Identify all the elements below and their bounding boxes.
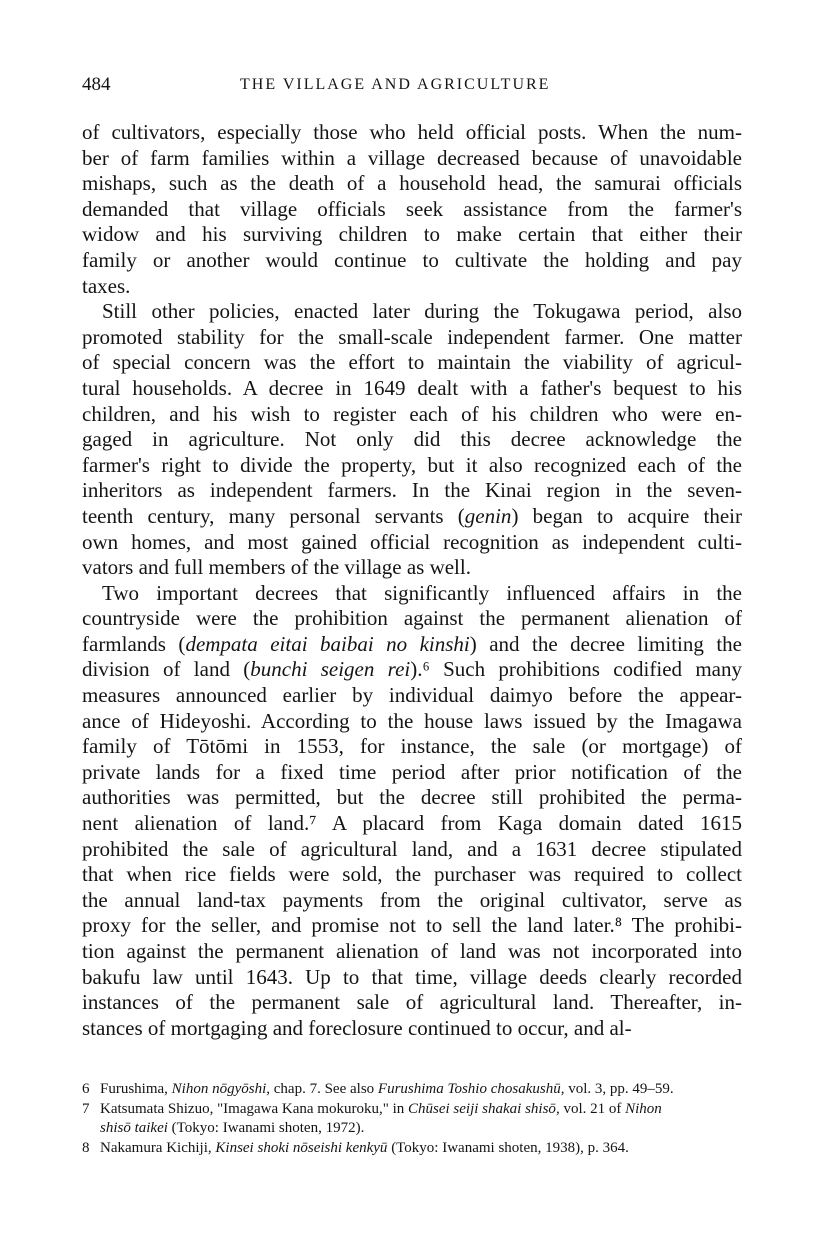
footnote: 6 Furushima, Nihon nōgyōshi, chap. 7. See also Furushima Toshio chosakushū, vol. 3, pp. 49–59.	[82, 1081, 674, 1097]
body-line: family of Tōtōmi in 1553, for instance, the sale (or mortgage) of	[82, 734, 742, 759]
body-line: own homes, and most gained official recognition as independent culti-	[82, 529, 742, 554]
body-line: countryside were the prohibition against the permanent alienation of	[82, 606, 742, 631]
body-line: bakufu law until 1643. Up to that time, village deeds clearly recorded	[82, 964, 742, 989]
body-line: proxy for the seller, and promise not to sell the land later.⁸ The prohibi-	[82, 913, 742, 938]
body-line: promoted stability for the small-scale independent farmer. One matter	[82, 324, 742, 349]
body-line: nent alienation of land.⁷ A placard from Kaga domain dated 1615	[82, 811, 742, 836]
body-line: that when rice fields were sold, the purchaser was required to collect	[82, 862, 742, 887]
body-line: tion against the permanent alienation of land was not incorporated into	[82, 939, 742, 963]
body-line: farmer's right to divide the property, but it also recognized each of the	[82, 452, 742, 477]
body-line: stances of mortgaging and foreclosure continued to occur, and al-	[82, 1015, 632, 1040]
running-head: THE VILLAGE AND AGRICULTURE	[240, 76, 551, 93]
body-line: mishaps, such as the death of a household head, the samurai officials	[82, 171, 742, 196]
body-line: vators and full members of the village as well.	[82, 555, 471, 580]
body-line: authorities was permitted, but the decree still prohibited the perma-	[82, 785, 742, 810]
footnote: 7 Katsumata Shizuo, "Imagawa Kana mokuroku," in Chūsei seiji shakai shisō, vol. 21 of Nihon	[82, 1100, 662, 1117]
body-line: ance of Hideyoshi. According to the house laws issued by the Imagawa	[82, 708, 742, 733]
body-line: Still other policies, enacted later during the Tokugawa period, also	[102, 299, 742, 324]
body-line: of cultivators, especially those who held official posts. When the num-	[82, 120, 742, 144]
body-line: widow and his surviving children to make certain that either their	[82, 222, 742, 247]
body-line: the annual land-tax payments from the original cultivator, serve as	[82, 887, 742, 912]
body-line: measures announced earlier by individual daimyo before the appear-	[82, 683, 742, 708]
body-line: ber of farm families within a village decreased because of unavoidable	[82, 145, 742, 170]
body-line: of special concern was the effort to maintain the viability of agricul-	[82, 350, 742, 375]
body-line: Two important decrees that significantly influenced affairs in the	[102, 580, 742, 605]
body-line: family or another would continue to cultivate the holding and pay	[82, 247, 742, 272]
body-line: children, and his wish to register each of his children who were en-	[82, 401, 742, 426]
body-text	[82, 120, 742, 1041]
body-line: farmlands (dempata eitai baibai no kinshi) and the decree limiting the	[82, 631, 742, 656]
footnote: 8 Nakamura Kichiji, Kinsei shoki nōseishi kenkyū (Tokyo: Iwanami shoten, 1938), p. 364.	[82, 1139, 629, 1156]
body-line: demanded that village officials seek assistance from the farmer's	[82, 196, 742, 221]
body-line: prohibited the sale of agricultural land, and a 1631 decree stipulated	[82, 836, 742, 861]
body-line: teenth century, many personal servants (genin) began to acquire their	[82, 503, 742, 528]
body-line: taxes.	[82, 273, 131, 298]
body-line: tural households. A decree in 1649 dealt with a father's bequest to his	[82, 375, 742, 400]
body-line: gaged in agriculture. Not only did this decree acknowledge the	[82, 427, 742, 452]
body-line: instances of the permanent sale of agricultural land. Thereafter, in-	[82, 990, 742, 1015]
footnote: shisō taikei (Tokyo: Iwanami shoten, 1972).	[100, 1120, 365, 1136]
body-line: private lands for a fixed time period after prior notification of the	[82, 759, 742, 784]
page-number: 484	[82, 74, 111, 95]
footnotes	[82, 1080, 742, 1158]
body-line: inheritors as independent farmers. In the Kinai region in the seven-	[82, 478, 742, 503]
body-line: division of land (bunchi seigen rei).⁶ Such prohibitions codified many	[82, 657, 742, 682]
page-header	[82, 74, 742, 100]
